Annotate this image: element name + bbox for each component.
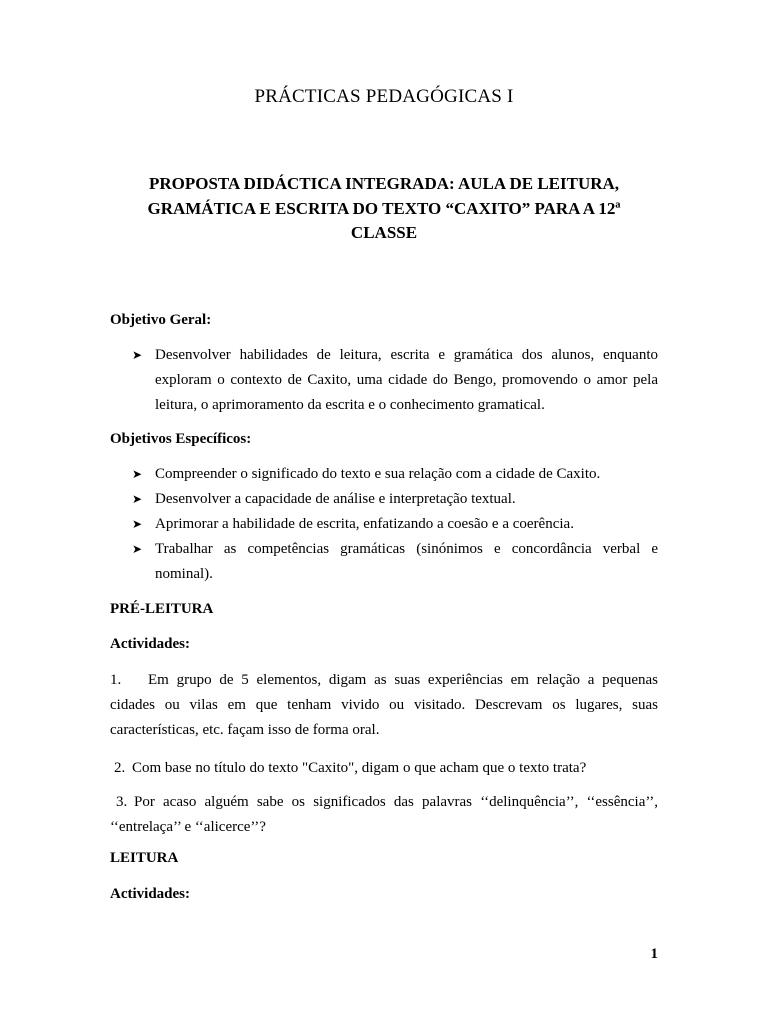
bullet-item — [132, 487, 658, 512]
numbered-item — [110, 756, 658, 781]
item-number: 3. — [116, 794, 128, 810]
subheading-actividades: Actividades: — [110, 886, 190, 902]
bullet-text: Aprimorar a habilidade de escrita, enfatizando a coesão e a coerência. — [155, 516, 574, 532]
numbered-item — [110, 668, 658, 743]
section-heading-objetivo-geral: Objetivo Geral: — [110, 312, 212, 328]
arrow-bullet-icon: ➤ — [132, 517, 143, 531]
document-title — [110, 172, 658, 246]
item-text: Em grupo de 5 elementos, digam as suas experiências em relação a pequenas cidades ou vilas em que tenham vivido ou visitado. Descrevam os lugares, suas características, etc. façam isso de forma oral. — [110, 672, 658, 738]
section-heading-objetivos-especificos: Objetivos Específicos: — [110, 431, 252, 447]
subheading-actividades: Actividades: — [110, 636, 190, 652]
bullet-text: Compreender o significado do texto e sua relação com a cidade de Caxito. — [155, 466, 601, 482]
document-title-line: CLASSE — [350, 223, 418, 242]
bullet-item — [132, 512, 658, 537]
page-header-title: PRÁCTICAS PEDAGÓGICAS I — [254, 86, 514, 107]
arrow-bullet-icon: ➤ — [132, 492, 143, 506]
bullet-text: Desenvolver a capacidade de análise e interpretação textual. — [155, 491, 516, 507]
bullet-text: Trabalhar as competências gramáticas (sinónimos e concordância verbal e nominal). — [155, 541, 658, 582]
item-number: 2. — [114, 760, 126, 776]
document-title-line: PROPOSTA DIDÁCTICA INTEGRADA: AULA DE LEITURA, — [148, 174, 620, 193]
page-number: 1 — [650, 946, 658, 962]
arrow-bullet-icon: ➤ — [132, 542, 143, 556]
numbered-item — [110, 790, 658, 840]
document-title-line: GRAMÁTICA E ESCRITA DO TEXTO “CAXITO” PARA A 12ª — [147, 198, 621, 218]
bullet-item — [132, 462, 658, 487]
item-text: Por acaso alguém sabe os significados das palavras ‘‘delinquência’’, ‘‘essência’’, ‘‘entrelaça’’ e ‘‘alicerce’’? — [110, 794, 658, 835]
bullet-text: Desenvolver habilidades de leitura, escrita e gramática dos alunos, enquanto exploram o contexto de Caxito, uma cidade do Bengo, promovendo o amor pela leitura, o aprimoramento da escrita e o conhecimento gramatical. — [155, 347, 658, 413]
section-heading-pre-leitura: PRÉ-LEITURA — [110, 601, 214, 617]
arrow-bullet-icon: ➤ — [132, 348, 143, 362]
item-text: Com base no título do texto "Caxito", digam o que acham que o texto trata? — [132, 760, 587, 776]
bullet-item — [132, 343, 658, 418]
bullet-item — [132, 537, 658, 587]
item-number: 1. — [110, 672, 122, 688]
arrow-bullet-icon: ➤ — [132, 467, 143, 481]
section-heading-leitura: LEITURA — [110, 850, 179, 866]
